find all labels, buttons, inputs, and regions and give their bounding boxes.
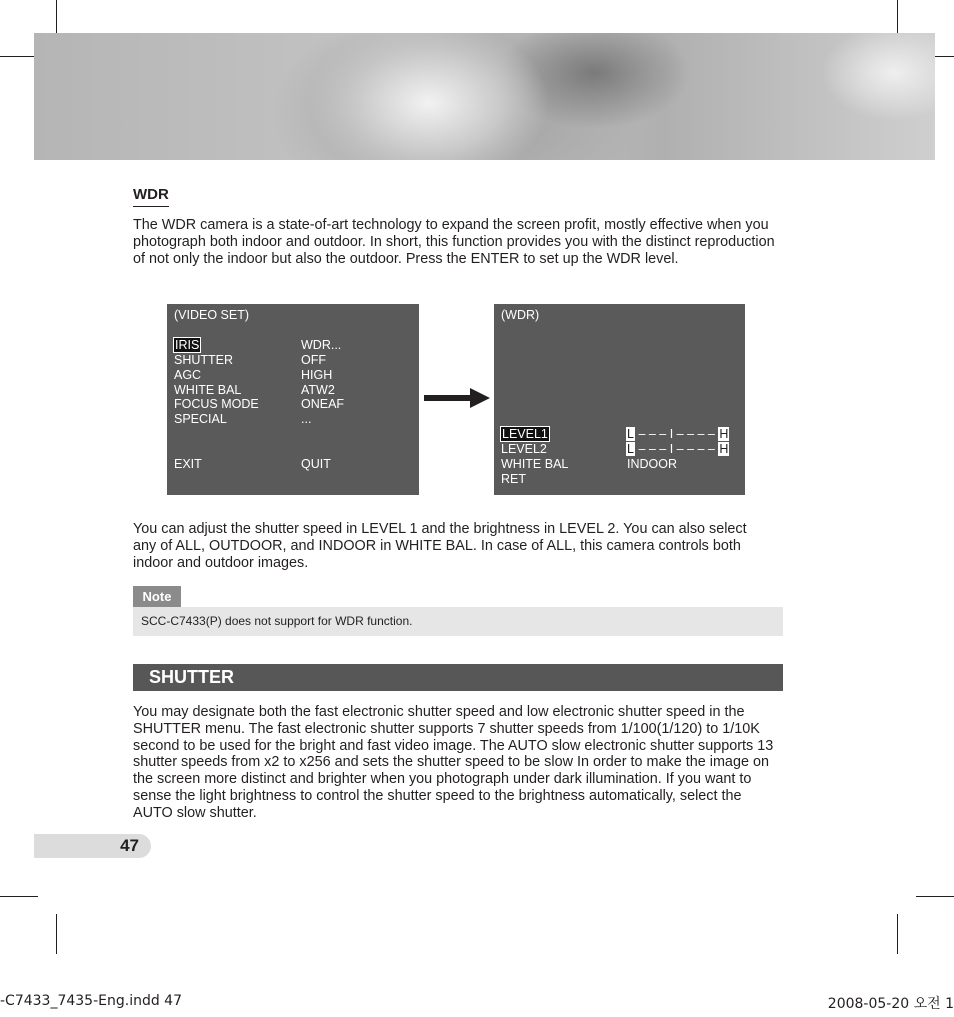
- osd-item-label: FOCUS MODE: [174, 397, 259, 411]
- level1-bar: [626, 427, 729, 442]
- osd-white-bal-label: WHITE BAL: [501, 457, 569, 471]
- osd-exit-value: QUIT: [301, 457, 331, 471]
- adjust-paragraph: You can adjust the shutter speed in LEVEL 1 and the brightness in LEVEL 2. You can also select any of ALL, OUTDOOR, and INDOOR in WHITE BAL. In case of ALL, this camera controls both indoor and outdoor images.: [133, 521, 747, 571]
- osd-title: (WDR): [501, 308, 540, 322]
- level2-bar: [626, 442, 729, 457]
- osd-item-label: AGC: [174, 368, 202, 382]
- shutter-paragraph: You may designate both the fast electronic shutter speed and low electronic shutter speed in the SHUTTER menu. The fast electronic shutter supports 7 shutter speeds from 1/100(1/120) to 1/10K second to be used for the bright and fast video image. The AUTO slow electronic shutter supports 13 shutter speeds from x2 to x256 and sets the shutter speed to be slow In order to make the image on the screen more distinct and brighter when you photograph under dark illumination. If you want to sense the light brightness to control the shutter speed to the brightness automatically, select the AUTO slow shutter.: [133, 704, 774, 821]
- video-set-osd-screen: [167, 304, 419, 495]
- crop-mark: [0, 56, 38, 57]
- osd-level2-label: LEVEL2: [501, 442, 547, 456]
- footer-date-slug: 2008-05-20 오전 1: [827, 996, 954, 1012]
- note-label: Note: [133, 586, 181, 607]
- wdr-intro-paragraph: The WDR camera is a state-of-art technology to expand the screen profit, mostly effective when you photograph both indoor and outdoor. In short, this function provides you with the distinct reproduction of not only the indoor but also the outdoor. Press the ENTER to set up the WDR level.: [133, 217, 775, 267]
- osd-item-value: ATW2: [301, 383, 335, 397]
- osd-item-value: WDR...: [301, 338, 342, 352]
- shutter-section-heading: SHUTTER: [133, 664, 783, 691]
- header-banner-image: [34, 33, 935, 160]
- bar-low-marker: L: [627, 427, 634, 441]
- osd-item-value: ...: [301, 412, 312, 426]
- wdr-osd-screen: [494, 304, 745, 495]
- crop-mark: [56, 914, 57, 954]
- page-number: 47: [120, 836, 139, 855]
- osd-item-label: SPECIAL: [174, 412, 227, 426]
- bar-track: – – – I – – – –: [638, 442, 715, 456]
- osd-item-value: OFF: [301, 353, 326, 367]
- crop-mark: [897, 914, 898, 954]
- wdr-heading: WDR: [133, 186, 169, 207]
- bar-high-marker: H: [719, 442, 729, 456]
- page-number-tab: [34, 834, 151, 858]
- osd-title: (VIDEO SET): [174, 308, 250, 322]
- osd-ret-label: RET: [501, 472, 526, 486]
- bar-high-marker: H: [719, 427, 729, 441]
- osd-item-label: WHITE BAL: [174, 383, 242, 397]
- osd-item-label: SHUTTER: [174, 353, 234, 367]
- crop-mark: [0, 896, 38, 897]
- note-text: SCC-C7433(P) does not support for WDR function.: [133, 607, 783, 636]
- osd-white-bal-value: INDOOR: [627, 457, 677, 471]
- osd-item-value: ONEAF: [301, 397, 345, 411]
- bar-low-marker: L: [627, 442, 634, 456]
- crop-mark: [916, 896, 954, 897]
- osd-item-value: HIGH: [301, 368, 333, 382]
- osd-exit-label: EXIT: [174, 457, 202, 471]
- footer-file-slug: -C7433_7435-Eng.indd 47: [0, 993, 182, 1009]
- osd-level1-label-selected: LEVEL1: [502, 427, 548, 441]
- bar-track: – – – I – – – –: [638, 427, 715, 441]
- osd-item-label-selected: IRIS: [175, 338, 200, 352]
- right-arrow-icon: [424, 388, 490, 408]
